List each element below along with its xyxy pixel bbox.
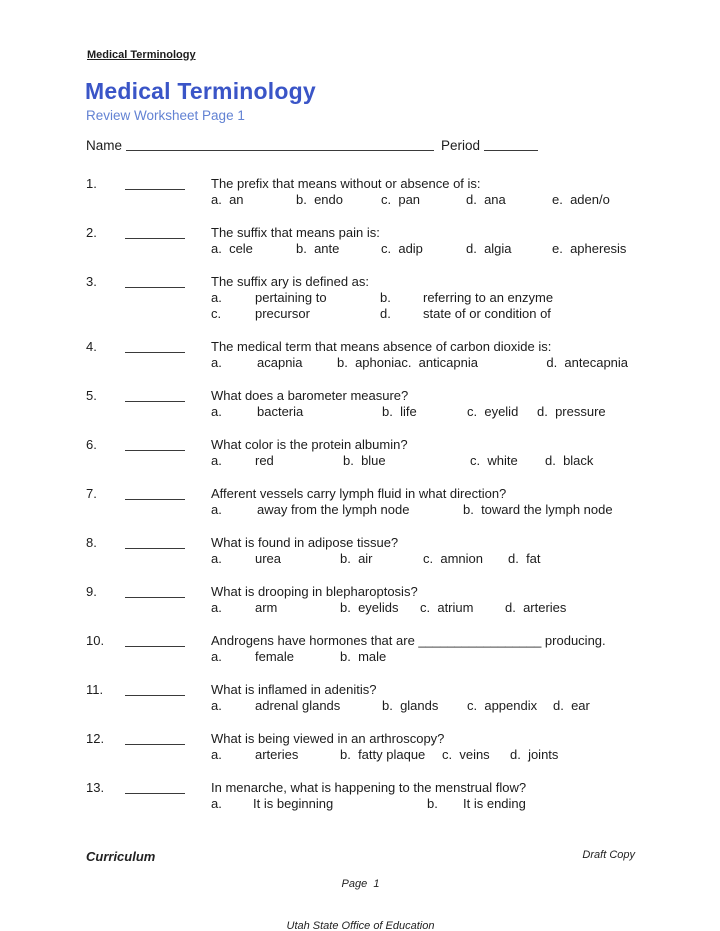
answer-blank-line xyxy=(125,535,185,549)
question-prompt: The suffix that means pain is: xyxy=(211,225,380,240)
question-prompt: The suffix ary is defined as: xyxy=(211,274,370,289)
option-cell: c. xyxy=(211,306,222,321)
answer-blank-line xyxy=(125,176,185,190)
answer-blank-line xyxy=(125,274,185,288)
option-cell: c. atrium xyxy=(420,600,474,615)
option-line xyxy=(211,453,686,469)
question-number: 11. xyxy=(86,682,104,697)
period-blank-line xyxy=(484,136,538,151)
option-cell: a. xyxy=(211,796,222,811)
option-cell: adrenal glands xyxy=(255,698,341,713)
question-row xyxy=(86,274,686,322)
question-body xyxy=(211,274,686,322)
question-body xyxy=(211,535,686,567)
option-cell: a. xyxy=(211,453,222,468)
option-line xyxy=(211,306,686,322)
option-cell: c. amnion xyxy=(423,551,483,566)
option-cell: a. xyxy=(211,355,222,370)
question-body xyxy=(211,437,686,469)
footer-page-number: Page 1 xyxy=(341,878,380,890)
option-cell: c. anticapnia xyxy=(401,355,478,370)
question-row xyxy=(86,633,686,665)
option-cell: a. an xyxy=(211,192,244,207)
question-body xyxy=(211,682,686,714)
question-body xyxy=(211,731,686,763)
option-line xyxy=(211,404,686,420)
option-cell: c. veins xyxy=(442,747,490,762)
footer-organization: Utah State Office of Education xyxy=(286,920,435,931)
option-cell: d. pressure xyxy=(537,404,606,419)
question-row xyxy=(86,437,686,469)
question-row xyxy=(86,176,686,208)
option-cell: b. aphonia xyxy=(337,355,402,370)
option-cell: d. ear xyxy=(553,698,590,713)
option-line xyxy=(211,649,686,665)
option-cell: It is ending xyxy=(463,796,526,811)
question-row xyxy=(86,584,686,616)
question-prompt: What is being viewed in an arthroscopy? xyxy=(211,731,445,746)
question-body xyxy=(211,780,686,812)
option-line xyxy=(211,600,686,616)
option-cell: b. blue xyxy=(343,453,386,468)
question-number: 9. xyxy=(86,584,97,599)
option-cell: d. ana xyxy=(466,192,506,207)
option-cell: d. fat xyxy=(508,551,541,566)
option-cell: pertaining to xyxy=(255,290,327,305)
question-body xyxy=(211,486,686,518)
footer-center xyxy=(236,849,485,931)
option-line xyxy=(211,747,686,763)
question-prompt: Afferent vessels carry lymph fluid in what direction? xyxy=(211,486,507,501)
questions-list xyxy=(86,176,686,829)
option-cell: a. xyxy=(211,747,222,762)
option-cell: e. apheresis xyxy=(552,241,627,256)
option-cell: b. air xyxy=(340,551,373,566)
question-row xyxy=(86,535,686,567)
option-cell: a. xyxy=(211,404,222,419)
option-cell: d. joints xyxy=(510,747,559,762)
option-cell: d. arteries xyxy=(505,600,567,615)
option-cell: a. cele xyxy=(211,241,253,256)
option-line xyxy=(211,290,686,306)
question-row xyxy=(86,780,686,812)
question-number: 6. xyxy=(86,437,97,452)
name-label: Name xyxy=(86,138,123,153)
question-number: 8. xyxy=(86,535,97,550)
option-line xyxy=(211,796,686,812)
answer-blank-line xyxy=(125,731,185,745)
option-cell: It is beginning xyxy=(253,796,334,811)
option-line xyxy=(211,192,686,208)
question-prompt: In menarche, what is happening to the menstrual flow? xyxy=(211,780,527,795)
option-cell: b. xyxy=(427,796,438,811)
option-line xyxy=(211,698,686,714)
question-prompt: What is inflamed in adenitis? xyxy=(211,682,377,697)
footer-draft-copy-label: Draft Copy xyxy=(582,849,635,861)
option-cell: bacteria xyxy=(257,404,304,419)
option-cell: a. xyxy=(211,600,222,615)
option-cell: referring to an enzyme xyxy=(423,290,554,305)
option-cell: c. eyelid xyxy=(467,404,519,419)
answer-blank-line xyxy=(125,225,185,239)
option-cell: arm xyxy=(255,600,278,615)
option-cell: b. ante xyxy=(296,241,340,256)
question-prompt: What is drooping in blepharoptosis? xyxy=(211,584,418,599)
option-cell: b. eyelids xyxy=(340,600,399,615)
option-cell: c. pan xyxy=(381,192,421,207)
question-prompt: The medical term that means absence of carbon dioxide is: xyxy=(211,339,552,354)
answer-blank-line xyxy=(125,388,185,402)
option-cell: precursor xyxy=(255,306,310,321)
question-body xyxy=(211,584,686,616)
question-number: 3. xyxy=(86,274,97,289)
option-cell: c. white xyxy=(470,453,518,468)
question-row xyxy=(86,388,686,420)
option-line xyxy=(211,551,686,567)
option-cell: a. xyxy=(211,649,222,664)
answer-blank-line xyxy=(125,780,185,794)
option-cell: acapnia xyxy=(257,355,303,370)
period-label: Period xyxy=(441,138,481,153)
option-cell: b. glands xyxy=(382,698,439,713)
question-number: 7. xyxy=(86,486,97,501)
name-period-line xyxy=(86,136,548,153)
page-title: Medical Terminology xyxy=(85,78,316,104)
option-line xyxy=(211,502,686,518)
option-cell: b. fatty plaque xyxy=(340,747,426,762)
answer-blank-line xyxy=(125,437,185,451)
option-cell: d. xyxy=(380,306,391,321)
name-blank-line xyxy=(126,136,434,151)
question-number: 1. xyxy=(86,176,97,191)
option-cell: b. xyxy=(380,290,391,305)
option-line xyxy=(211,355,686,371)
page-subtitle: Review Worksheet Page 1 xyxy=(86,108,245,123)
question-number: 5. xyxy=(86,388,97,403)
question-body xyxy=(211,225,686,257)
option-cell: d. antecapnia xyxy=(546,355,629,370)
question-prompt: What does a barometer measure? xyxy=(211,388,409,403)
option-cell: away from the lymph node xyxy=(257,502,410,517)
option-cell: c. appendix xyxy=(467,698,538,713)
question-row xyxy=(86,339,686,371)
question-prompt: What color is the protein albumin? xyxy=(211,437,408,452)
option-cell: d. algia xyxy=(466,241,512,256)
option-cell: a. xyxy=(211,290,222,305)
answer-blank-line xyxy=(125,633,185,647)
question-number: 4. xyxy=(86,339,97,354)
question-number: 10. xyxy=(86,633,105,648)
question-prompt: The prefix that means without or absence of is: xyxy=(211,176,481,191)
question-number: 13. xyxy=(86,780,105,795)
question-body xyxy=(211,633,686,665)
answer-blank-line xyxy=(125,682,185,696)
question-row xyxy=(86,682,686,714)
option-cell: b. endo xyxy=(296,192,343,207)
option-cell: b. life xyxy=(382,404,417,419)
question-body xyxy=(211,339,686,371)
footer-curriculum-label: Curriculum xyxy=(86,849,156,864)
page-footer xyxy=(86,849,635,931)
question-row xyxy=(86,731,686,763)
option-cell: arteries xyxy=(255,747,299,762)
answer-blank-line xyxy=(125,339,185,353)
option-cell: c. adip xyxy=(381,241,423,256)
answer-blank-line xyxy=(125,584,185,598)
option-cell: urea xyxy=(255,551,282,566)
option-cell: a. xyxy=(211,551,222,566)
question-prompt: Androgens have hormones that are _________________ producing. xyxy=(211,633,606,648)
option-cell: red xyxy=(255,453,274,468)
question-row xyxy=(86,225,686,257)
question-number: 12. xyxy=(86,731,105,746)
question-body xyxy=(211,176,686,208)
option-line xyxy=(211,241,686,257)
question-number: 2. xyxy=(86,225,97,240)
question-body xyxy=(211,388,686,420)
option-cell: e. aden/o xyxy=(552,192,610,207)
option-cell: a. xyxy=(211,698,222,713)
running-head: Medical Terminology xyxy=(87,49,196,61)
option-cell: state of or condition of xyxy=(423,306,551,321)
option-cell: d. black xyxy=(545,453,594,468)
question-row xyxy=(86,486,686,518)
question-prompt: What is found in adipose tissue? xyxy=(211,535,399,550)
answer-blank-line xyxy=(125,486,185,500)
option-cell: female xyxy=(255,649,295,664)
option-cell: a. xyxy=(211,502,222,517)
option-cell: b. male xyxy=(340,649,387,664)
option-cell: b. toward the lymph node xyxy=(463,502,613,517)
